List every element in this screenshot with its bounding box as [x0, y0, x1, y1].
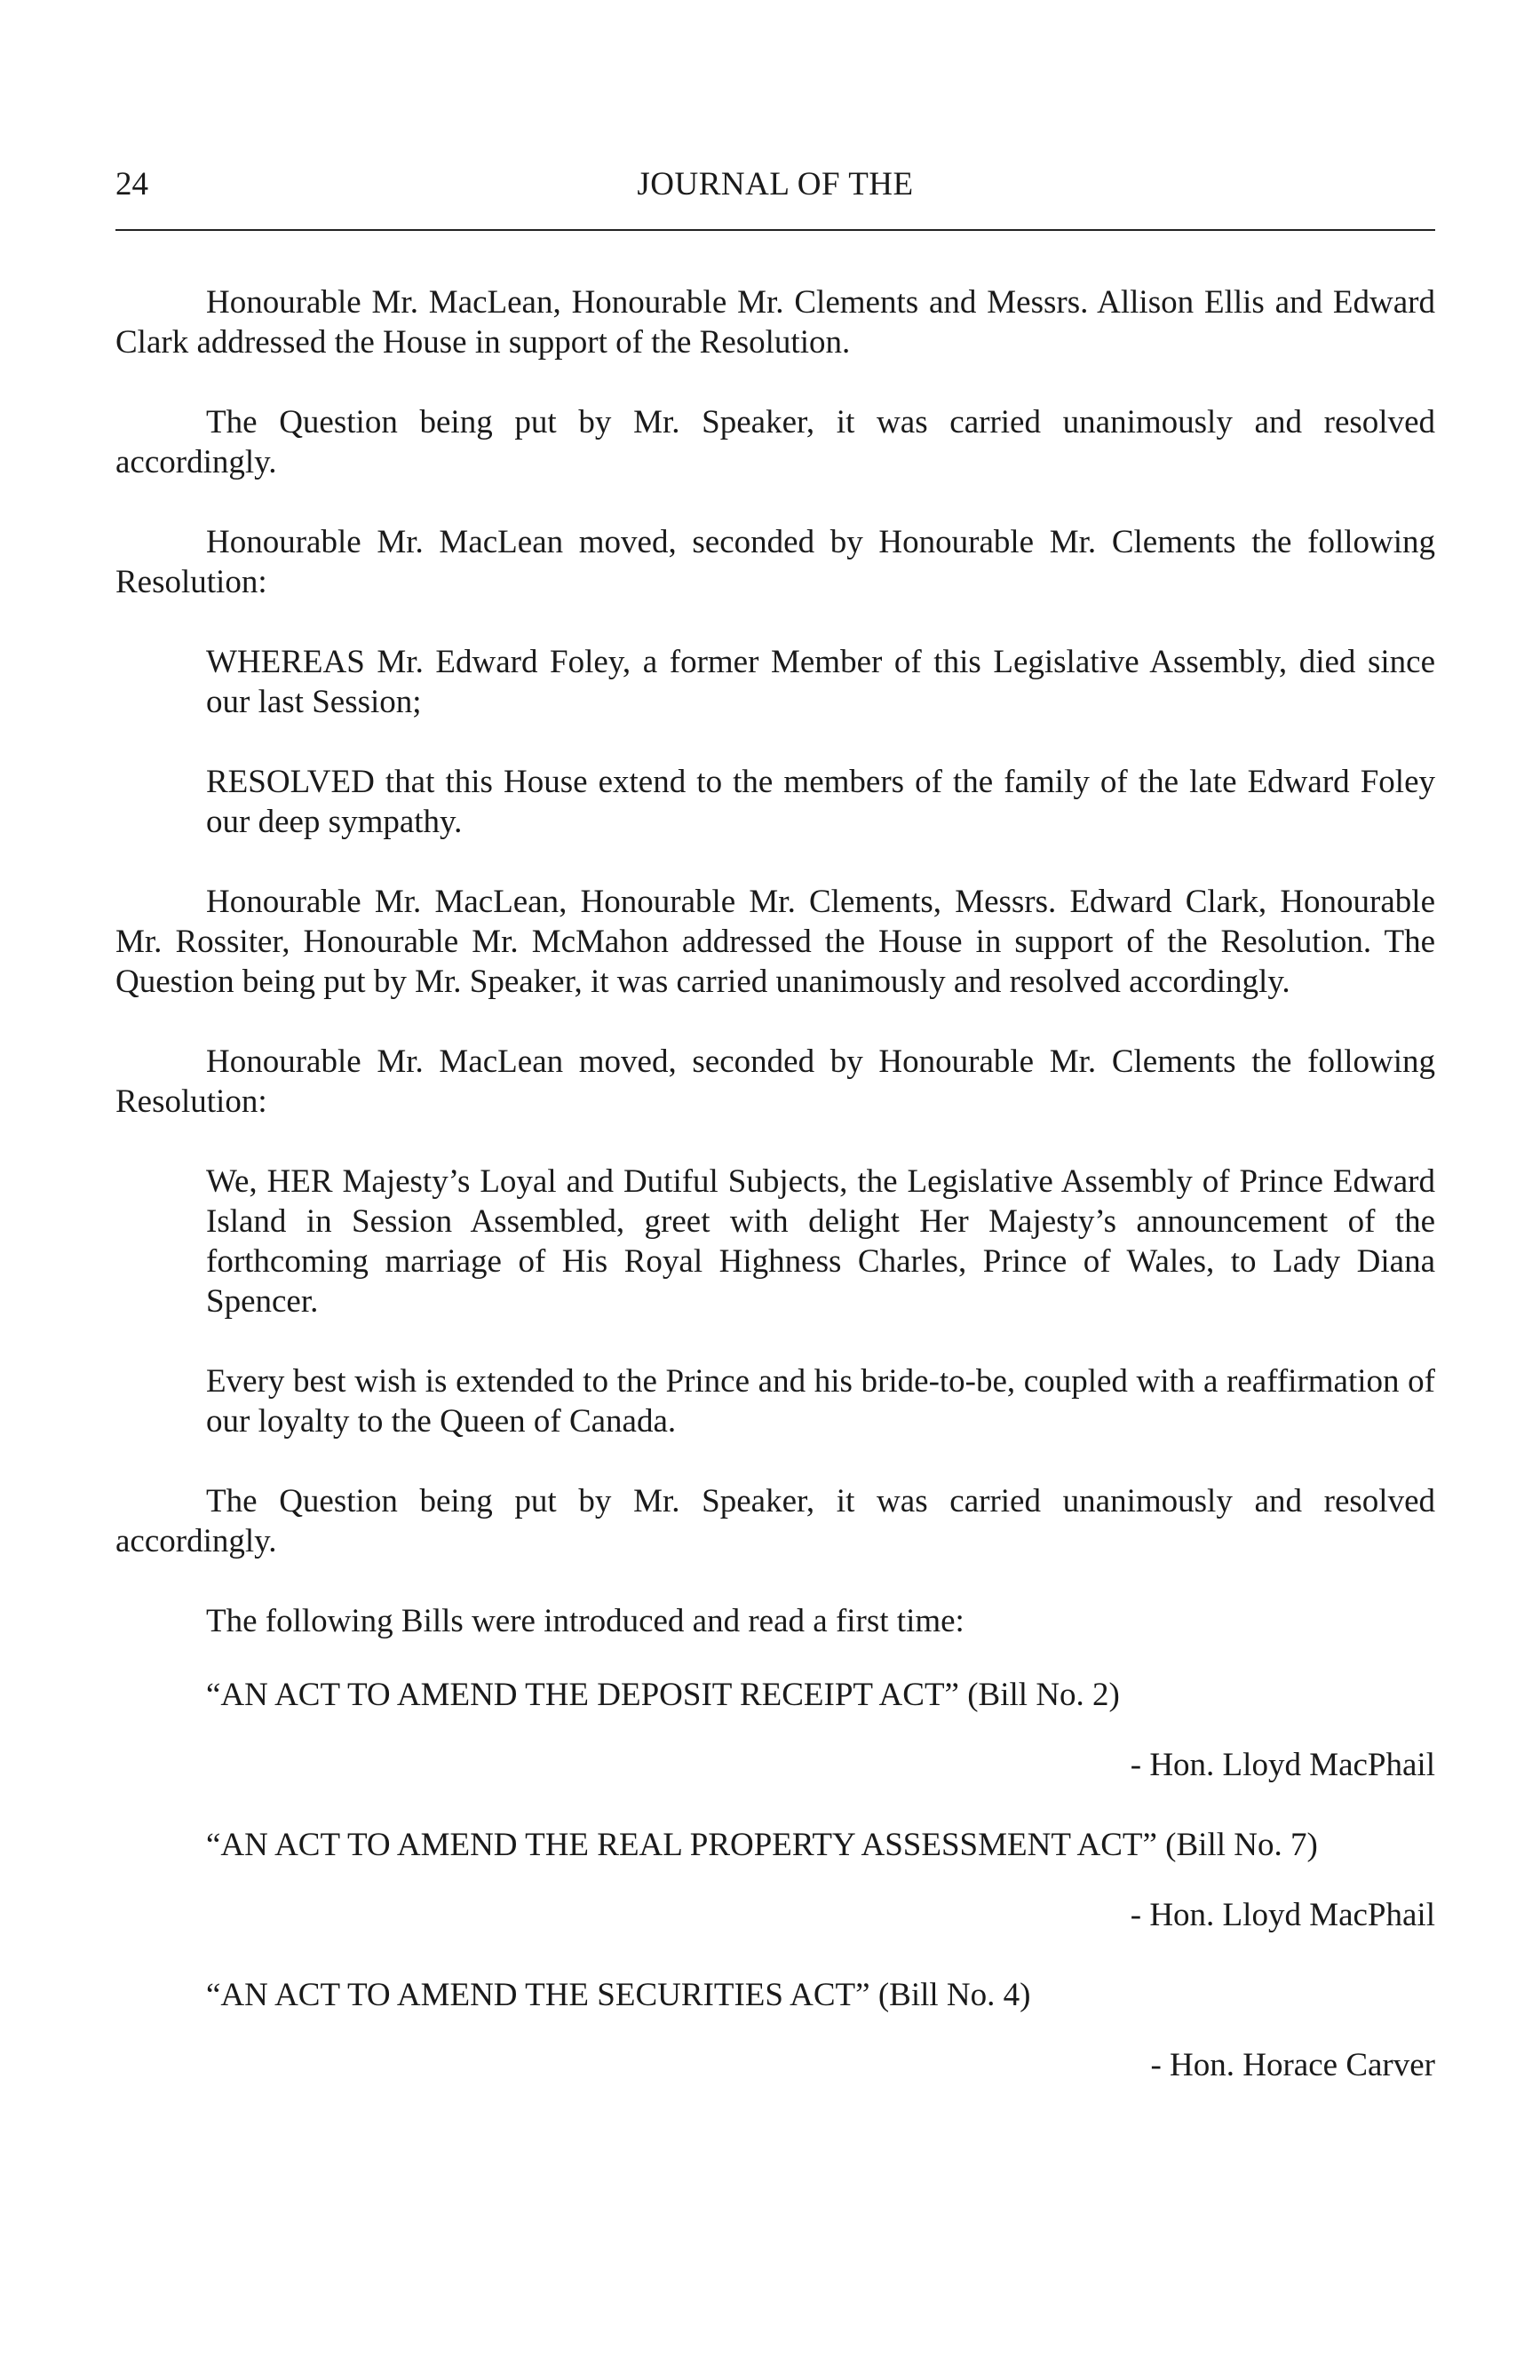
- bill-title: “AN ACT TO AMEND THE SECURITIES ACT” (Bill No. 4): [206, 1977, 1031, 2013]
- bill-sponsor: - Hon. Lloyd MacPhail: [1130, 1897, 1435, 1933]
- paragraph-addresses-1: Honourable Mr. MacLean, Honourable Mr. Clements and Messrs. Allison Ellis and Edward Clark addressed the House in support of the Resolution.: [115, 284, 1435, 361]
- page-header: [115, 164, 1435, 209]
- bill-title: “AN ACT TO AMEND THE DEPOSIT RECEIPT ACT” (Bill No. 2): [206, 1677, 1120, 1713]
- resolution-loyal-subjects: We, HER Majesty’s Loyal and Dutiful Subjects, the Legislative Assembly of Prince Edward Island in Session Assembled, greet with delight Her Majesty’s announcement of the forthcoming marriage of His Royal Highness Charles, Prince of Wales, to Lady Diana Spencer.: [206, 1163, 1435, 1320]
- page-body: [115, 282, 1435, 2125]
- bill-title: “AN ACT TO AMEND THE REAL PROPERTY ASSESSMENT ACT” (Bill No. 7): [206, 1827, 1318, 1863]
- journal-page: [115, 0, 1435, 2380]
- list-item: [115, 1825, 1435, 1935]
- bill-sponsor: - Hon. Lloyd MacPhail: [1130, 1747, 1435, 1783]
- list-item: [115, 1975, 1435, 2085]
- paragraph-motion-1: Honourable Mr. MacLean moved, seconded by Honourable Mr. Clements the following Resolution:: [115, 524, 1435, 600]
- list-item: [115, 1675, 1435, 1785]
- running-head: JOURNAL OF THE: [637, 166, 914, 202]
- resolution-best-wishes: Every best wish is extended to the Prince and his bride-to-be, coupled with a reaffirmation of our loyalty to the Queen of Canada.: [206, 1363, 1435, 1440]
- paragraph-bills-intro: The following Bills were introduced and read a first time:: [206, 1603, 964, 1639]
- paragraph-question-2: The Question being put by Mr. Speaker, it was carried unanimously and resolved accordingly.: [115, 1483, 1435, 1559]
- header-rule: [115, 229, 1435, 231]
- page-number: 24: [115, 166, 148, 202]
- resolution-whereas: WHEREAS Mr. Edward Foley, a former Member of this Legislative Assembly, died since our last Session;: [206, 644, 1435, 720]
- paragraph-question-1: The Question being put by Mr. Speaker, it was carried unanimously and resolved accordingly.: [115, 404, 1435, 480]
- paragraph-addresses-2: Honourable Mr. MacLean, Honourable Mr. Clements, Messrs. Edward Clark, Honourable Mr. Rossiter, Honourable Mr. McMahon addressed the House in support of the Resolution. The Question being put by Mr. Speaker, it was carried unanimously and resolved accordingly.: [115, 884, 1435, 1000]
- resolution-resolved: RESOLVED that this House extend to the members of the family of the late Edward Foley our deep sympathy.: [206, 764, 1435, 840]
- paragraph-motion-2: Honourable Mr. MacLean moved, seconded by Honourable Mr. Clements the following Resolution:: [115, 1043, 1435, 1120]
- bill-list: [115, 1675, 1435, 2085]
- bill-sponsor: - Hon. Horace Carver: [1150, 2047, 1435, 2083]
